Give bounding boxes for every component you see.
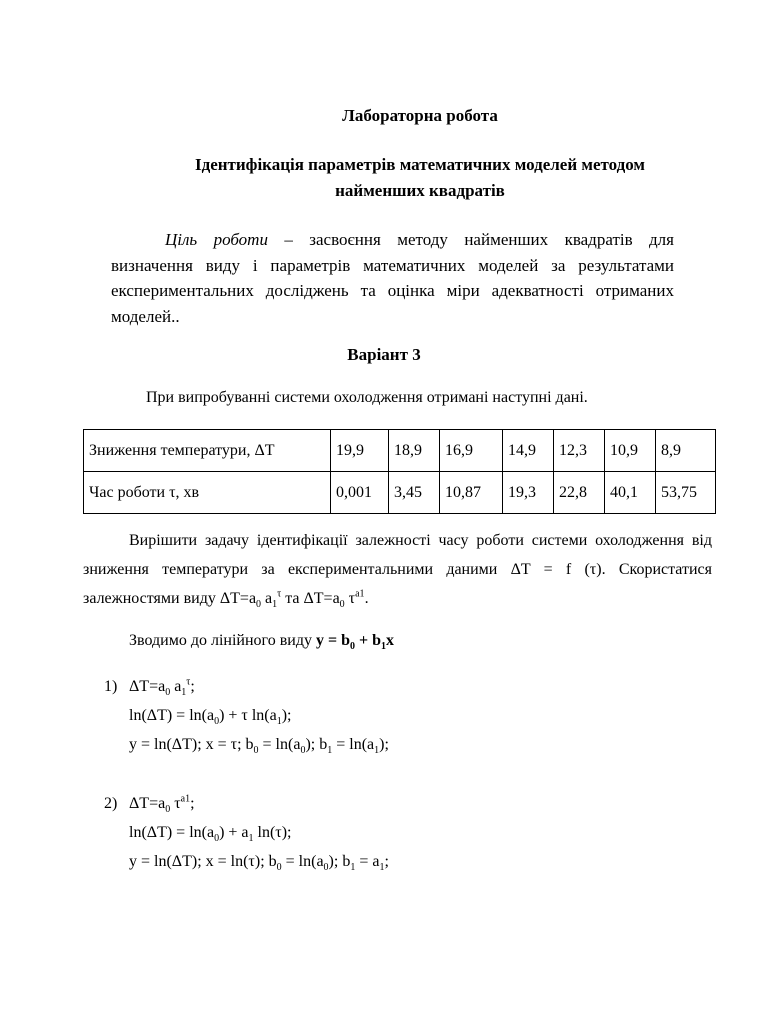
- formula-sub: 0: [300, 745, 306, 757]
- formula-part: ΔT=a: [129, 678, 166, 695]
- table-cell: 0,001: [331, 472, 389, 514]
- formula-part: );: [379, 736, 389, 753]
- formula-part: ln(ΔT) = ln(a: [129, 707, 215, 724]
- table-cell: 12,3: [554, 430, 605, 472]
- row-label: Час роботи τ, хв: [84, 472, 331, 514]
- formula-sub: 0: [253, 745, 259, 757]
- data-table: [83, 429, 716, 514]
- table-cell: 14,9: [503, 430, 554, 472]
- goal-label: Ціль роботи: [165, 230, 268, 249]
- formula-part: ln(τ);: [253, 824, 292, 841]
- formula-part: ΔT=a: [219, 590, 257, 607]
- formula-part: ΔT=a: [129, 795, 166, 812]
- formula-part: );: [281, 707, 292, 724]
- lab-subtitle: Ідентифікація параметрів математичних моделей методом найменших квадратів: [194, 155, 645, 200]
- table-cell: 10,9: [605, 430, 656, 472]
- formula-sub: 0: [165, 804, 171, 816]
- linear-formula: [315, 632, 394, 653]
- formula-part: y = ln(ΔT); x = τ; b: [129, 736, 254, 753]
- formula-part: ;: [384, 853, 389, 870]
- formula-sub: 1: [272, 599, 278, 611]
- formula-part: = a: [355, 853, 380, 870]
- table-cell: 19,3: [503, 472, 554, 514]
- formula-part: ); b: [305, 736, 328, 753]
- case1-log: [129, 707, 292, 728]
- formula-part: y = ln(ΔT); x = ln(τ); b: [129, 853, 277, 870]
- formula-part: ;: [190, 795, 195, 812]
- formula-sub: 1: [350, 862, 356, 874]
- formula-sub: 0: [214, 716, 220, 728]
- linear-text: Зводимо до лінійного виду: [129, 632, 316, 649]
- formula-part: ΔT=a: [303, 590, 340, 607]
- table-cell: 40,1: [605, 472, 656, 514]
- formula-conj: та: [281, 590, 304, 607]
- table-row: [84, 472, 716, 514]
- formula-part: = ln(a: [332, 736, 375, 753]
- goal-text: – засвоєння методу найменших квадратів для визначення виду і параметрів математичних моделей за результатами експериментальних досліджень та оцінка міри адекватності отриманих моделей..: [111, 230, 674, 326]
- formula-sub: 0: [214, 833, 220, 845]
- table-cell: 10,87: [440, 472, 503, 514]
- table-cell: 3,45: [389, 472, 440, 514]
- formula-sub: 0: [165, 687, 171, 699]
- lab-title: Лабораторна робота: [342, 106, 498, 125]
- table-row: [84, 430, 716, 472]
- linear-form-line: [129, 632, 394, 653]
- intro-text: При випробуванні системи охолодження отримані наступні дані.: [146, 389, 588, 406]
- table-cell: 22,8: [554, 472, 605, 514]
- formula-sub: 0: [256, 599, 262, 611]
- formula-end: .: [364, 590, 369, 607]
- formula-part: a: [170, 678, 182, 695]
- formula-sub: 0: [323, 862, 329, 874]
- formula-part: ) + τ ln(a: [219, 707, 277, 724]
- formula-part: + b: [354, 632, 381, 649]
- formula-sub: 1: [181, 687, 187, 699]
- formula-sup: τ: [277, 588, 282, 600]
- case2-substitution: [129, 853, 389, 874]
- task-paragraph: [83, 526, 712, 613]
- formula-sub: 1: [374, 745, 380, 757]
- case2-equation: [129, 793, 195, 816]
- table-cell: 19,9: [331, 430, 389, 472]
- formula-part: x: [385, 632, 394, 649]
- formula-part: ) + a: [219, 824, 249, 841]
- case1-number: 1): [104, 678, 118, 695]
- case2-number: 2): [104, 795, 118, 812]
- formula-sub: 1: [379, 862, 385, 874]
- formula-sub: 0: [349, 641, 355, 653]
- table-cell: 16,9: [440, 430, 503, 472]
- formula-sub: 0: [276, 862, 282, 874]
- formula-part: τ: [170, 795, 181, 812]
- case1-substitution: [129, 736, 389, 757]
- variant-heading: Варіант 3: [347, 345, 421, 364]
- formula-part: ln(ΔT) = ln(a: [129, 824, 215, 841]
- table-cell: 8,9: [656, 430, 716, 472]
- formula-sub: 1: [248, 833, 254, 845]
- formula-part: = ln(a: [281, 853, 324, 870]
- formula-part: y = b: [315, 632, 350, 649]
- row-label: Зниження температури, ΔT: [84, 430, 331, 472]
- formula-part: ); b: [328, 853, 351, 870]
- formula-part: τ: [344, 590, 356, 607]
- case1-equation: [129, 676, 195, 699]
- table-cell: 53,75: [656, 472, 716, 514]
- table-cell: 18,9: [389, 430, 440, 472]
- formula-sub: 1: [327, 745, 333, 757]
- formula-part: = ln(a: [258, 736, 301, 753]
- formula-sup: τ: [186, 676, 191, 688]
- goal-paragraph: [111, 227, 674, 329]
- formula-sub: 1: [276, 716, 282, 728]
- task-text: Вирішити задачу ідентифікації залежності часу роботи системи охолодження від зниження температури за експериментальними даними ΔT = f (τ). Скористатися залежностями виду: [83, 532, 712, 607]
- formula-sup: a1: [180, 793, 191, 805]
- formula-part: a: [261, 590, 273, 607]
- formula-part: ;: [190, 678, 195, 695]
- formula-sub: 0: [339, 599, 345, 611]
- formula-sub: 1: [380, 641, 386, 653]
- formula-sup: a1: [355, 588, 365, 600]
- case2-log: [129, 824, 292, 845]
